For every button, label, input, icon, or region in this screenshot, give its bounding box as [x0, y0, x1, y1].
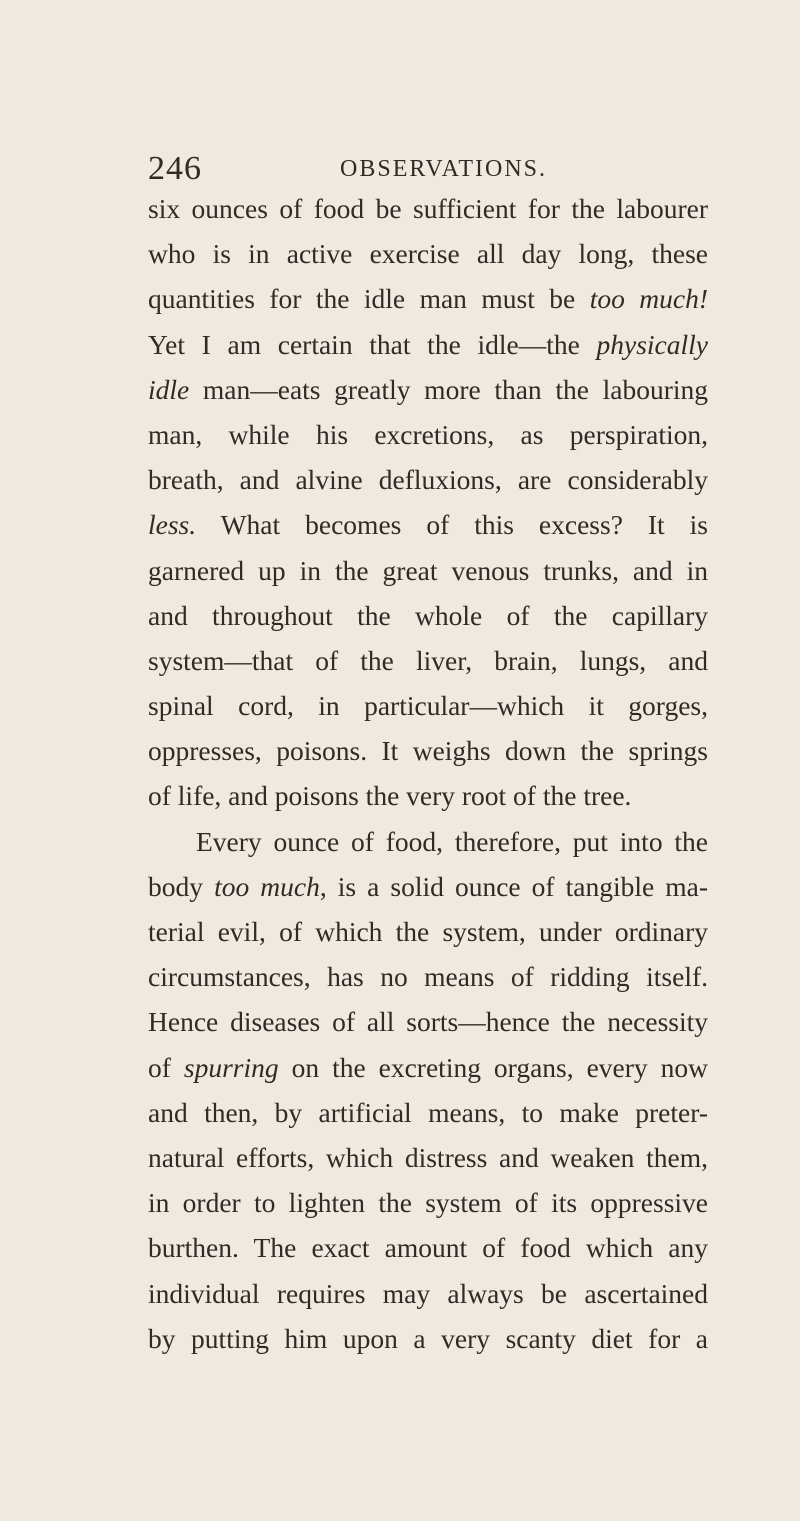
- text-line: and throughout the whole of the capillary: [148, 599, 708, 631]
- emphasis: idle: [148, 373, 190, 405]
- text-line: Hence diseases of all sorts—hence the necessity: [148, 1006, 708, 1038]
- text-line: terial evil, of which the system, under ordinary: [148, 916, 708, 947]
- text-line: breath, and alvine defluxions, are considerably: [148, 464, 708, 496]
- text-line: Every ounce of food, therefore, put into the: [196, 825, 708, 857]
- body-text: [148, 186, 708, 1361]
- text-line: idle man—eats greatly more than the labouring: [148, 373, 708, 405]
- emphasis: less.: [148, 509, 197, 541]
- emphasis: too much: [214, 870, 320, 902]
- text-line: spinal cord, in particular—which it gorges,: [148, 690, 708, 722]
- text-line: individual requires may always be ascertained: [148, 1277, 708, 1309]
- text-line: of life, and poisons the very root of the tree.: [148, 780, 632, 812]
- text-line: of spurring on the excreting organs, every now: [148, 1051, 708, 1083]
- text-line: burthen. The exact amount of food which any: [148, 1232, 708, 1264]
- text-line: in order to lighten the system of its oppressive: [148, 1187, 708, 1219]
- text-line: and then, by artificial means, to make preter-: [148, 1096, 708, 1128]
- text-line: who is in active exercise all day long, these: [148, 238, 708, 270]
- text-line: quantities for the idle man must be too much!: [148, 283, 708, 315]
- text-line: six ounces of food be sufficient for the labourer: [148, 193, 708, 224]
- text-line: system—that of the liver, brain, lungs, and: [148, 644, 708, 676]
- text-line: natural efforts, which distress and weaken them,: [148, 1141, 708, 1173]
- emphasis: physically: [596, 328, 708, 360]
- text-line: oppresses, poisons. It weighs down the springs: [148, 735, 708, 767]
- text-line: by putting him upon a very scanty diet for a: [148, 1322, 708, 1354]
- paragraph-1: [148, 186, 708, 819]
- text-line: circumstances, has no means of ridding itself.: [148, 961, 708, 993]
- page-number: 246: [148, 150, 202, 187]
- text-line: Yet I am certain that the idle—the physically: [148, 328, 708, 360]
- paragraph-2: [148, 819, 708, 1361]
- emphasis: too much!: [589, 283, 708, 315]
- running-title: OBSERVATIONS.: [340, 156, 548, 182]
- text-line: garnered up in the great venous trunks, and in: [148, 554, 708, 586]
- running-head: [148, 150, 708, 190]
- emphasis: spurring: [183, 1051, 279, 1083]
- text-line: man, while his excretions, as perspiration,: [148, 418, 708, 450]
- text-line: less. What becomes of this excess? It is: [148, 509, 708, 541]
- text-line: body too much, is a solid ounce of tangible ma-: [148, 870, 709, 902]
